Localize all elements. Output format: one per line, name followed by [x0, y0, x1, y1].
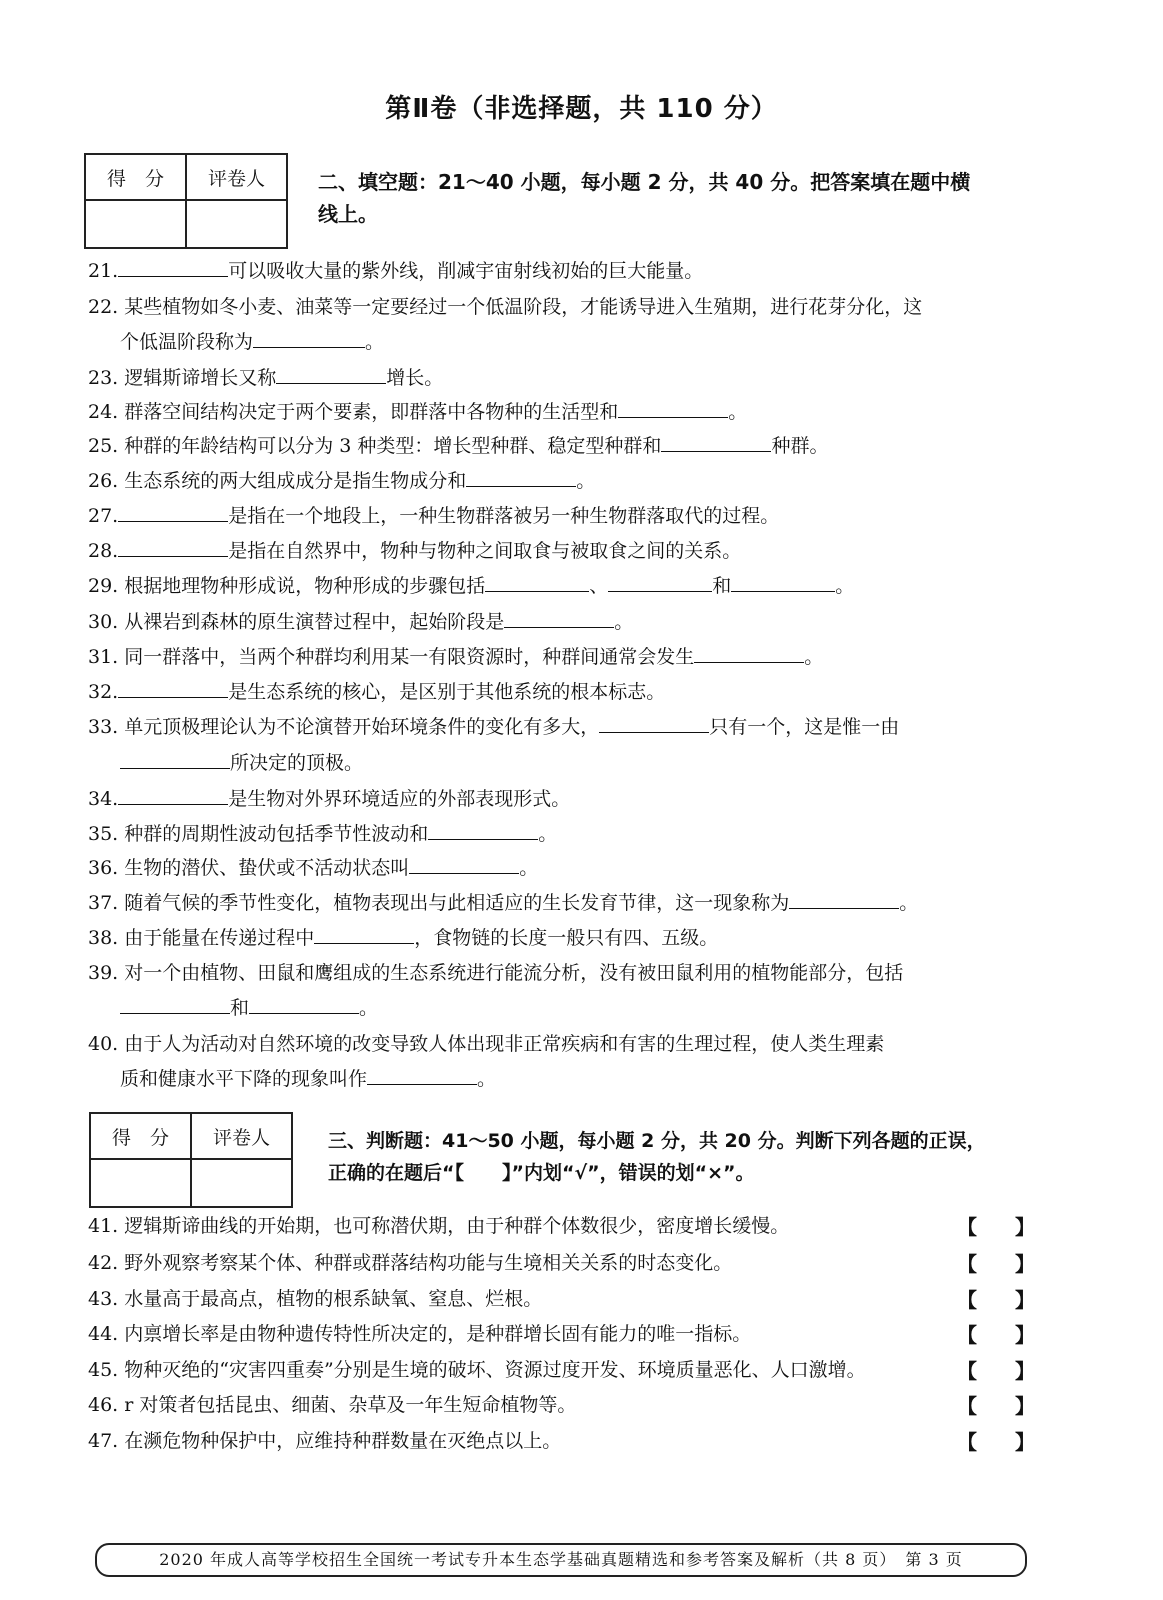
- question-43: 43. 水量高于最高点，植物的根系缺氧、窒息、烂根。: [88, 1288, 543, 1310]
- question-25: 25. 种群的年龄结构可以分为 3 种类型：增长型种群、稳定型种群和 种群。: [88, 429, 828, 463]
- grader-cell[interactable]: [186, 200, 287, 248]
- question-39: 39. 对一个由植物、田鼠和鹰组成的生态系统进行能流分析，没有被田鼠利用的植物能部分，包括: [88, 962, 904, 984]
- question-30: 30. 从裸岩到森林的原生演替过程中，起始阶段是 。: [88, 605, 633, 639]
- answer-blank[interactable]: [314, 921, 414, 944]
- answer-blank[interactable]: [253, 325, 365, 348]
- question-47: 47. 在濒危物种保护中，应维持种群数量在灭绝点以上。: [88, 1430, 562, 1452]
- answer-bracket[interactable]: 【 】: [957, 1288, 1035, 1312]
- question-37: 37. 随着气候的季节性变化，植物表现出与此相适应的生长发育节律，这一现象称为 。: [88, 886, 918, 920]
- answer-blank[interactable]: [428, 817, 538, 840]
- answer-blank[interactable]: [118, 675, 228, 698]
- answer-blank[interactable]: [249, 991, 359, 1014]
- question-45: 45. 物种灭绝的“灾害四重奏”分别是生境的破坏、资源过度开发、环境质量恶化、人口激增。: [88, 1359, 866, 1381]
- question-33-cont: 所决定的顶极。: [120, 746, 363, 780]
- question-24: 24. 群落空间结构决定于两个要素，即群落中各物种的生活型和 。: [88, 395, 747, 429]
- score-label: 得 分: [85, 154, 186, 200]
- answer-blank[interactable]: [661, 429, 771, 452]
- score-label: 得 分: [90, 1113, 191, 1159]
- question-44: 44. 内禀增长率是由物种遗传特性所决定的，是种群增长固有能力的唯一指标。: [88, 1323, 752, 1345]
- answer-bracket[interactable]: 【 】: [957, 1430, 1035, 1454]
- answer-blank[interactable]: [120, 991, 230, 1014]
- question-23: 23. 逻辑斯谛增长又称 增长。: [88, 361, 443, 395]
- answer-blank[interactable]: [367, 1062, 477, 1085]
- question-42: 42. 野外观察考察某个体、种群或群落结构功能与生境相关关系的时态变化。: [88, 1252, 733, 1274]
- answer-blank[interactable]: [599, 710, 709, 733]
- question-22-cont: 个低温阶段称为 。: [120, 325, 384, 359]
- page-title: 第Ⅱ卷（非选择题，共 110 分）: [385, 94, 778, 124]
- answer-blank[interactable]: [118, 782, 228, 805]
- answer-blank[interactable]: [789, 886, 899, 909]
- question-39-cont: 和 。: [120, 991, 378, 1025]
- question-46: 46. r 对策者包括昆虫、细菌、杂草及一年生短命植物等。: [88, 1394, 577, 1416]
- answer-blank[interactable]: [618, 395, 728, 418]
- question-26: 26. 生态系统的两大组成成分是指生物成分和 。: [88, 464, 595, 498]
- grader-cell[interactable]: [191, 1159, 292, 1207]
- question-31: 31. 同一群落中，当两个种群均利用某一有限资源时，种群间通常会发生 。: [88, 640, 823, 674]
- question-22: 22. 某些植物如冬小麦、油菜等一定要经过一个低温阶段，才能诱导进入生殖期，进行花芽分化，这: [88, 296, 923, 318]
- answer-bracket[interactable]: 【 】: [957, 1215, 1035, 1239]
- answer-blank[interactable]: [608, 569, 712, 592]
- score-table: [84, 153, 288, 249]
- answer-blank[interactable]: [118, 534, 228, 557]
- page-footer: 2020 年成人高等学校招生全国统一考试专升本生态学基础真题精选和参考答案及解析（共 8 页） 第 3 页: [95, 1543, 1027, 1577]
- answer-blank[interactable]: [118, 499, 228, 522]
- question-32: 32. 是生态系统的核心，是区别于其他系统的根本标志。: [88, 675, 665, 709]
- question-33: 33. 单元顶极理论认为不论演替开始环境条件的变化有多大， 只有一个，这是惟一由: [88, 710, 899, 744]
- answer-blank[interactable]: [120, 746, 230, 769]
- score-table-2: [89, 1112, 293, 1208]
- answer-blank[interactable]: [485, 569, 589, 592]
- grader-label: 评卷人: [186, 154, 287, 200]
- question-27: 27. 是指在一个地段上，一种生物群落被另一种生物群落取代的过程。: [88, 499, 779, 533]
- question-34: 34. 是生物对外界环境适应的外部表现形式。: [88, 782, 570, 816]
- answer-blank[interactable]: [731, 569, 835, 592]
- question-35: 35. 种群的周期性波动包括季节性波动和 。: [88, 817, 557, 851]
- score-cell[interactable]: [85, 200, 186, 248]
- answer-bracket[interactable]: 【 】: [957, 1252, 1035, 1276]
- question-28: 28. 是指在自然界中，物种与物种之间取食与被取食之间的关系。: [88, 534, 741, 568]
- grader-label: 评卷人: [191, 1113, 292, 1159]
- score-cell[interactable]: [90, 1159, 191, 1207]
- answer-blank[interactable]: [118, 254, 228, 277]
- question-38: 38. 由于能量在传递过程中 ，食物链的长度一般只有四、五级。: [88, 921, 718, 955]
- question-29: 29. 根据地理物种形成说，物种形成的步骤包括 、 和 。: [88, 569, 854, 603]
- answer-blank[interactable]: [409, 851, 519, 874]
- question-41: 41. 逻辑斯谛曲线的开始期，也可称潜伏期，由于种群个体数很少，密度增长缓慢。: [88, 1215, 790, 1237]
- answer-blank[interactable]: [504, 605, 614, 628]
- question-36: 36. 生物的潜伏、蛰伏或不活动状态叫 。: [88, 851, 538, 885]
- answer-blank[interactable]: [466, 464, 576, 487]
- question-21: 21. 可以吸收大量的紫外线，削减宇宙射线初始的巨大能量。: [88, 254, 703, 288]
- answer-blank[interactable]: [276, 361, 386, 384]
- question-40: 40. 由于人为活动对自然环境的改变导致人体出现非正常疾病和有害的生理过程，使人类生理素: [88, 1033, 885, 1055]
- section2-heading: 二、填空题：21～40 小题，每小题 2 分，共 40 分。把答案填在题中横 线上。: [318, 170, 971, 226]
- answer-bracket[interactable]: 【 】: [957, 1394, 1035, 1418]
- answer-bracket[interactable]: 【 】: [957, 1323, 1035, 1347]
- answer-blank[interactable]: [694, 640, 804, 663]
- section3-heading: 三、判断题：41～50 小题，每小题 2 分，共 20 分。判断下列各题的正误， 正确的在题后“【 】”内划“√”，错误的划“×”。: [328, 1130, 986, 1184]
- answer-bracket[interactable]: 【 】: [957, 1359, 1035, 1383]
- question-40-cont: 质和健康水平下降的现象叫作 。: [120, 1062, 496, 1096]
